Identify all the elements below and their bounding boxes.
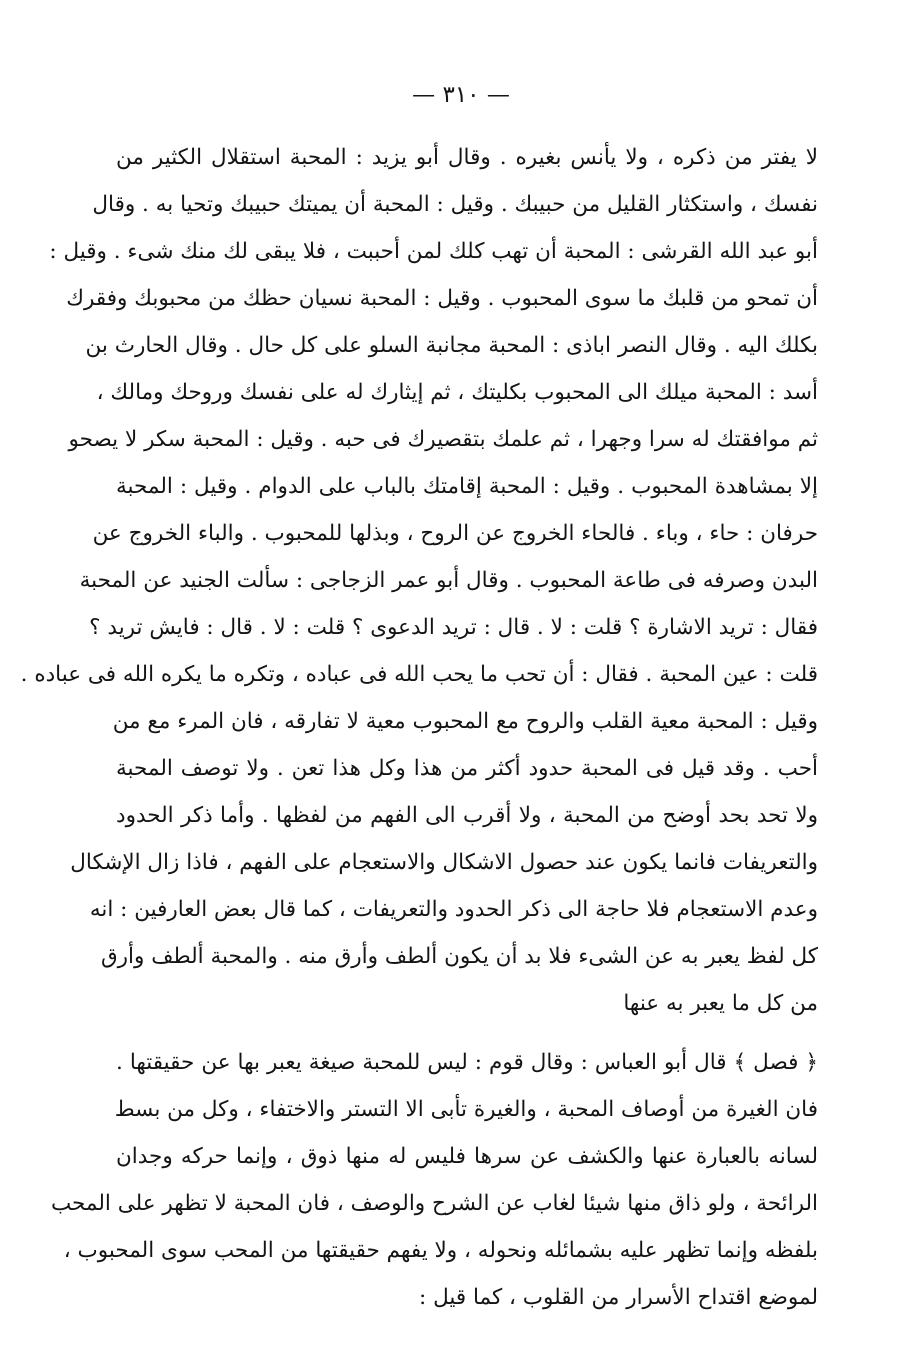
section-heading-line: ﴿ فصل ﴾ قال أبو العباس : وقال قوم : ليس للمحبة صيغة يعبر بها عن حقيقتها . bbox=[116, 1050, 818, 1075]
text-line: أسد : المحبة ميلك الى المحبوب بكليتك ، ثم إيثارك له على نفسك وروحك ومالك ، bbox=[96, 380, 818, 405]
text-line: الرائحة ، ولو ذاق منها شيئا لغاب عن الشرح والوصف ، فان المحبة لا تظهر على المحب bbox=[50, 1191, 818, 1216]
text-line: أبو عبد الله القرشى : المحبة أن تهب كلك لمن أحببت ، فلا يبقى لك منك شىء . وقيل : bbox=[49, 239, 818, 264]
page-number: — ٣١٠ — bbox=[412, 82, 510, 108]
text-line: ثم موافقتك له سرا وجهرا ، ثم علمك بتقصيرك فى حبه . وقيل : المحبة سكر لا يصحو bbox=[68, 427, 818, 452]
text-line: من كل ما يعبر به عنها bbox=[623, 991, 818, 1016]
text-line: وعدم الاستعجام فلا حاجة الى ذكر الحدود والتعريفات ، كما قال بعض العارفين : انه bbox=[89, 897, 818, 922]
text-line: حرفان : حاء ، وباء . فالحاء الخروج عن الروح ، وبذلها للمحبوب . والباء الخروج عن bbox=[92, 521, 818, 546]
text-line: قلت : عين المحبة . فقال : أن تحب ما يحب الله فى عباده ، وتكره ما يكره الله فى عباده . bbox=[20, 662, 818, 687]
text-line: والتعريفات فانما يكون عند حصول الاشكال والاستعجام على الفهم ، فاذا زال الإشكال bbox=[70, 850, 818, 875]
text-line: فقال : تريد الاشارة ؟ قلت : لا . قال : تريد الدعوى ؟ قلت : لا . قال : فايش تريد ؟ bbox=[89, 615, 818, 640]
text-line: فان الغيرة من أوصاف المحبة ، والغيرة تأبى الا التستر والاختفاء ، وكل من بسط bbox=[114, 1097, 818, 1122]
text-line: كل لفظ يعبر به عن الشىء فلا بد أن يكون ألطف وأرق منه . والمحبة ألطف وأرق bbox=[100, 944, 818, 969]
text-line: وقيل : المحبة معية القلب والروح مع المحبوب معية لا تفارقه ، فان المرء مع من bbox=[112, 709, 818, 734]
text-line: بكلك اليه . وقال النصر اباذى : المحبة مجانبة السلو على كل حال . وقال الحارث بن bbox=[85, 333, 818, 358]
text-line: البدن وصرفه فى طاعة المحبوب . وقال أبو عمر الزجاجى : سألت الجنيد عن المحبة bbox=[79, 568, 818, 593]
text-line: لا يفتر من ذكره ، ولا يأنس بغيره . وقال أبو يزيد : المحبة استقلال الكثير من bbox=[116, 145, 818, 170]
text-line: بلفظه وإنما تظهر عليه بشمائله ونحوله ، ولا يفهم حقيقتها من المحب سوى المحبوب ، bbox=[63, 1238, 818, 1263]
text-line: إلا بمشاهدة المحبوب . وقيل : المحبة إقامتك بالباب على الدوام . وقيل : المحبة bbox=[116, 474, 818, 499]
text-line: أحب . وقد قيل فى المحبة حدود أكثر من هذا وكل هذا تعن . ولا توصف المحبة bbox=[116, 756, 818, 781]
text-line: أن تمحو من قلبك ما سوى المحبوب . وقيل : المحبة نسيان حظك من محبوبك وفقرك bbox=[66, 286, 818, 311]
text-line: ولا تحد بحد أوضح من المحبة ، ولا أقرب الى الفهم من لفظها . وأما ذكر الحدود bbox=[116, 803, 818, 828]
text-line: نفسك ، واستكثار القليل من حبيبك . وقيل : المحبة أن يميتك حبيبك وتحيا به . وقال bbox=[92, 192, 818, 217]
text-line: لموضع اقتداح الأسرار من القلوب ، كما قيل : bbox=[419, 1285, 818, 1310]
text-line: لسانه بالعبارة عنها والكشف عن سرها فليس له منها ذوق ، وإنما حركه وجدان bbox=[116, 1144, 818, 1169]
